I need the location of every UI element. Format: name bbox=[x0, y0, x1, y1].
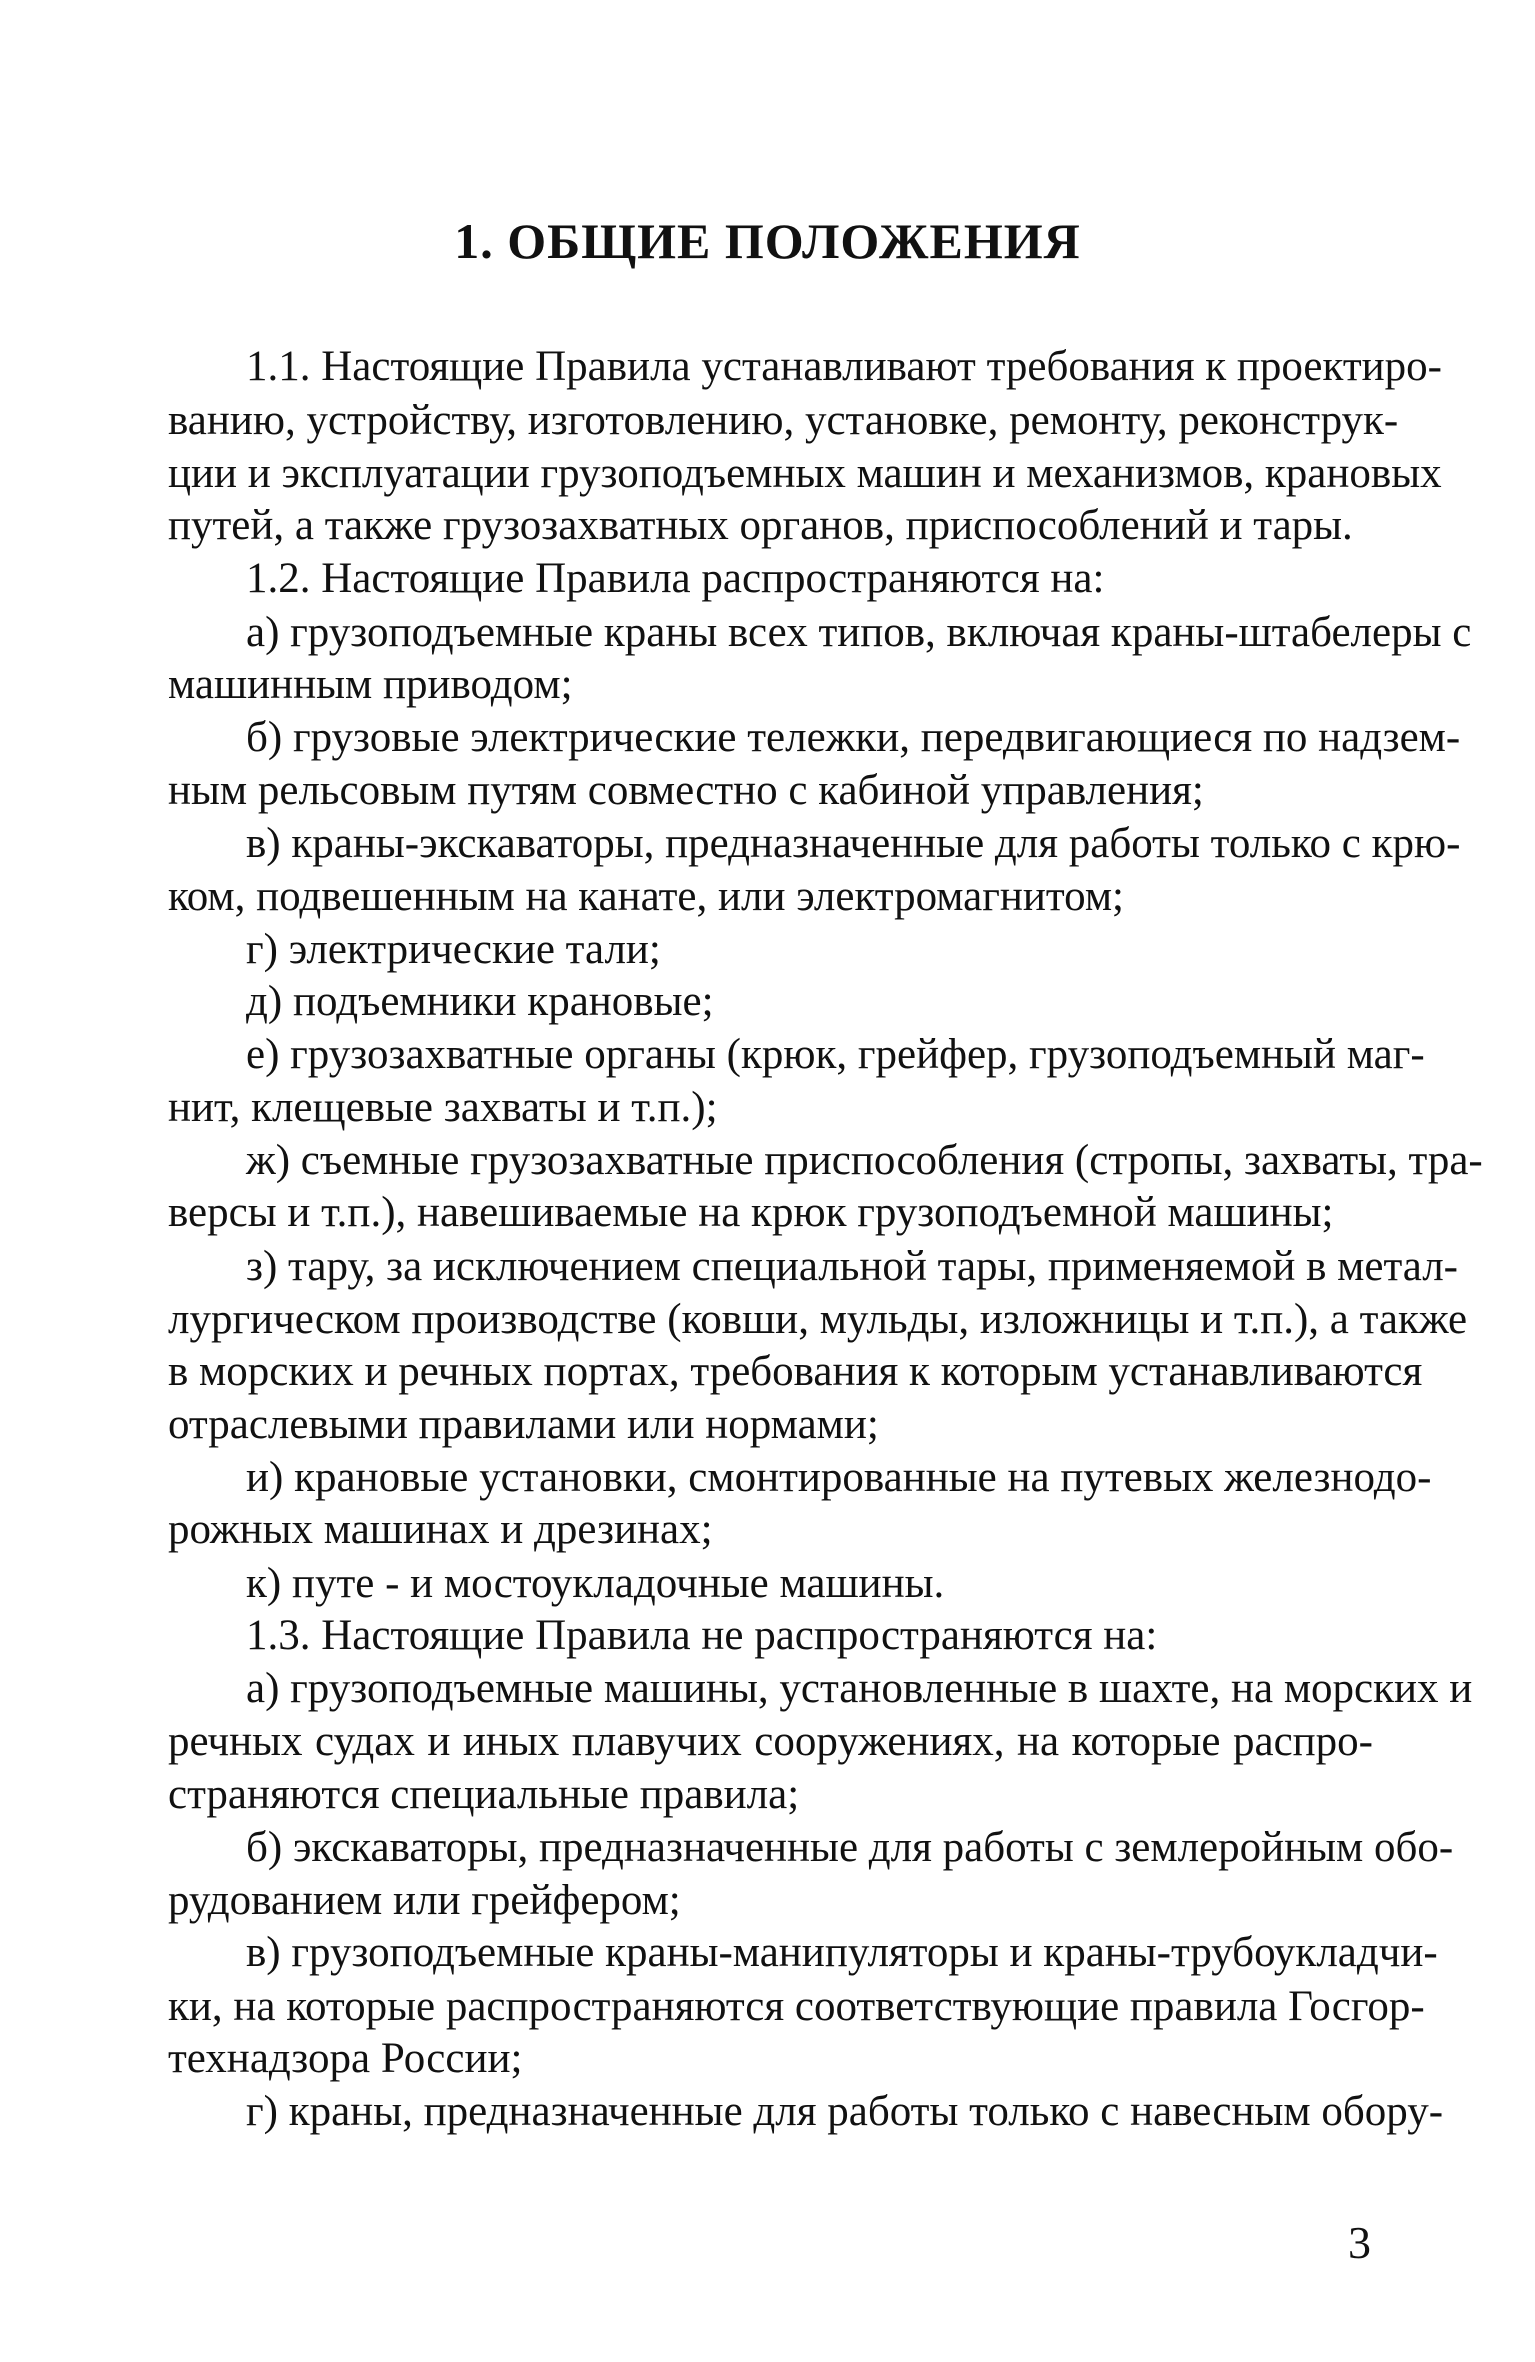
text-line: ванию, устройству, изготовлению, установке, ремонту, реконструк- bbox=[168, 397, 1399, 444]
text-line: рожных машинах и дрезинах; bbox=[168, 1506, 713, 1553]
page-number: 3 bbox=[1348, 2217, 1371, 2268]
text-line: а) грузоподъемные краны всех типов, включая краны-штабелеры с bbox=[246, 609, 1472, 656]
text-line: рудованием или грейфером; bbox=[168, 1877, 681, 1924]
text-line: в морских и речных портах, требования к которым устанавливаются bbox=[168, 1348, 1423, 1395]
text-line: лургическом производстве (ковши, мульды, изложницы и т.п.), а также bbox=[168, 1296, 1468, 1343]
text-line: к) путе - и мостоукладочные машины. bbox=[246, 1560, 945, 1607]
text-line: з) тару, за исключением специальной тары, применяемой в метал- bbox=[246, 1243, 1458, 1290]
text-line: е) грузозахватные органы (крюк, грейфер, грузоподъемный маг- bbox=[246, 1031, 1425, 1078]
text-line: ным рельсовым путям совместно с кабиной управления; bbox=[168, 767, 1204, 814]
text-line: отраслевыми правилами или нормами; bbox=[168, 1401, 879, 1448]
text-line: г) краны, предназначенные для работы только с навесным обору- bbox=[246, 2088, 1444, 2135]
text-line: машинным приводом; bbox=[168, 661, 573, 708]
text-line: 1.1. Настоящие Правила устанавливают требования к проектиро- bbox=[246, 343, 1442, 390]
text-line: ж) съемные грузозахватные приспособления (стропы, захваты, тра- bbox=[246, 1137, 1483, 1184]
text-line: ки, на которые распространяются соответствующие правила Госгор- bbox=[168, 1983, 1425, 2030]
text-line: речных судах и иных плавучих сооружениях, на которые распро- bbox=[168, 1718, 1373, 1765]
text-line: в) грузоподъемные краны-манипуляторы и краны-трубоукладчи- bbox=[246, 1929, 1438, 1976]
text-line: б) экскаваторы, предназначенные для работы с землеройным обо- bbox=[246, 1824, 1454, 1871]
text-line: 1.2. Настоящие Правила распространяются на: bbox=[246, 555, 1105, 602]
text-line: технадзора России; bbox=[168, 2035, 523, 2082]
page-title: 1. ОБЩИЕ ПОЛОЖЕНИЯ bbox=[454, 213, 1081, 269]
text-line: ком, подвешенным на канате, или электромагнитом; bbox=[168, 873, 1124, 920]
text-line: д) подъемники крановые; bbox=[246, 978, 714, 1025]
text-line: нит, клещевые захваты и т.п.); bbox=[168, 1084, 718, 1131]
text-line: в) краны-экскаваторы, предназначенные для работы только с крю- bbox=[246, 820, 1461, 867]
text-line: ции и эксплуатации грузоподъемных машин и механизмов, крановых bbox=[168, 450, 1442, 497]
text-line: а) грузоподъемные машины, установленные в шахте, на морских и bbox=[246, 1665, 1473, 1712]
text-line: путей, а также грузозахватных органов, приспособлений и тары. bbox=[168, 502, 1353, 549]
text-line: г) электрические тали; bbox=[246, 926, 661, 973]
text-line: б) грузовые электрические тележки, передвигающиеся по надзем- bbox=[246, 714, 1461, 761]
text-line: 1.3. Настоящие Правила не распространяются на: bbox=[246, 1612, 1158, 1659]
text-line: страняются специальные правила; bbox=[168, 1771, 800, 1818]
text-line: и) крановые установки, смонтированные на путевых железнодо- bbox=[246, 1454, 1432, 1501]
text-line: версы и т.п.), навешиваемые на крюк грузоподъемной машины; bbox=[168, 1189, 1334, 1236]
